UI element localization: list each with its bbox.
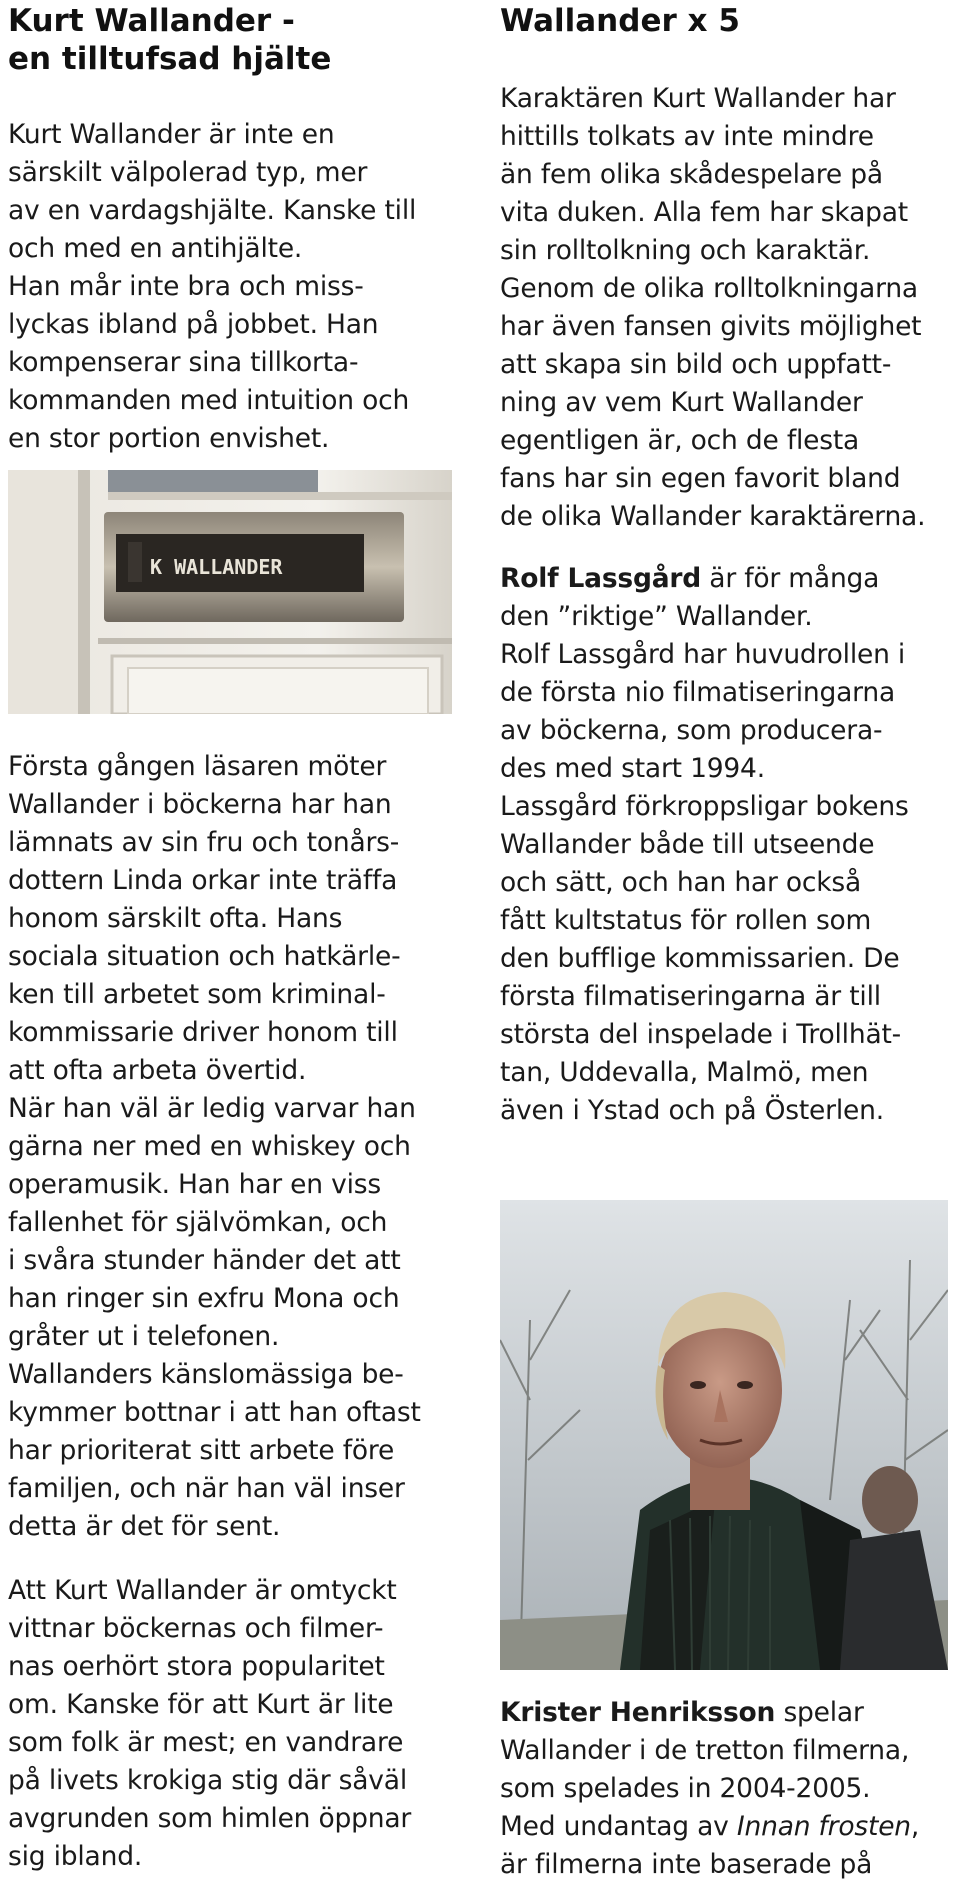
text-line: att ofta arbeta övertid. — [8, 1055, 307, 1086]
text-line: egentligen är, och de flesta — [500, 425, 860, 456]
right-column-lower — [500, 1694, 952, 1884]
text-line: ning av vem Kurt Wallander — [500, 387, 863, 418]
text-line: Wallander i de tretton filmerna, — [500, 1735, 910, 1766]
lassgard-paragraph — [500, 560, 952, 1130]
henriksson-name: Krister Henriksson — [500, 1697, 776, 1728]
text-line: vita duken. Alla fem har skapat — [500, 197, 908, 228]
text-line: på livets krokiga stig där såväl — [8, 1765, 407, 1796]
text-line: fått kultstatus för rollen som — [500, 905, 872, 936]
text-line: Karaktären Kurt Wallander har — [500, 83, 896, 114]
text-line: kymmer bottnar i att han oftast — [8, 1397, 421, 1428]
text-line: i svåra stunder händer det att — [8, 1245, 401, 1276]
text-line: des med start 1994. — [500, 753, 765, 784]
text-line: de olika Wallander karaktärerna. — [500, 501, 926, 532]
text-line — [500, 560, 952, 598]
text-line: än fem olika skådespelare på — [500, 159, 883, 190]
actor-photo-svg — [500, 1200, 948, 1670]
text-line: Wallander i böckerna har han — [8, 789, 392, 820]
left-title-line1: Kurt Wallander - — [8, 3, 295, 39]
text-line: även i Ystad och på Österlen. — [500, 1095, 884, 1126]
text-line: fallenhet för självömkan, och — [8, 1207, 388, 1238]
text-line: Lassgård förkroppsligar bokens — [500, 791, 909, 822]
text-line: ken till arbetet som kriminal- — [8, 979, 386, 1010]
text-line: detta är det för sent. — [8, 1511, 281, 1542]
right-column — [500, 0, 952, 1130]
text-line: fans har sin egen favorit bland — [500, 463, 901, 494]
text-line: den bufflige kommissarien. De — [500, 943, 900, 974]
text-line: Första gången läsaren möter — [8, 751, 387, 782]
text-line: har prioriterat sitt arbete före — [8, 1435, 395, 1466]
text-line: nas oerhört stora popularitet — [8, 1651, 385, 1682]
text-line: som folk är mest; en vandrare — [8, 1727, 404, 1758]
text-line: dottern Linda orkar inte träffa — [8, 865, 398, 896]
text-line: en stor portion envishet. — [8, 423, 330, 454]
henriksson-line4-pre: Med undantag av — [500, 1811, 737, 1842]
text-line: att skapa sin bild och uppfatt- — [500, 349, 892, 380]
text-line: första filmatiseringarna är till — [500, 981, 881, 1012]
left-column — [8, 0, 463, 458]
left-column-lower — [8, 748, 463, 1876]
text-line: har även fansen givits möjlighet — [500, 311, 922, 342]
text-line: Rolf Lassgård har huvudrollen i — [500, 639, 906, 670]
text-line: Wallander både till utseende — [500, 829, 875, 860]
text-line: sociala situation och hatkärle- — [8, 941, 401, 972]
text-line: de första nio filmatiseringarna — [500, 677, 895, 708]
door-sign-text: K WALLANDER — [150, 555, 283, 579]
henriksson-first-rest: spelar — [775, 1697, 864, 1728]
text-line: familjen, och när han väl inser — [8, 1473, 405, 1504]
text-line: tan, Uddevalla, Malmö, men — [500, 1057, 869, 1088]
text-line: särskilt välpolerad typ, mer — [8, 157, 368, 188]
text-line: gråter ut i telefonen. — [8, 1321, 280, 1352]
film-title-innan-frosten: Innan frosten — [736, 1811, 911, 1842]
text-line: och med en antihjälte. — [8, 233, 303, 264]
door-photo-svg — [8, 470, 452, 714]
text-line: som spelades in 2004-2005. — [500, 1773, 871, 1804]
text-line: Han mår inte bra och miss- — [8, 271, 364, 302]
text-line: Kurt Wallander är inte en — [8, 119, 335, 150]
text-line: hittills tolkats av inte mindre — [500, 121, 874, 152]
text-line: avgrunden som himlen öppnar — [8, 1803, 412, 1834]
text-line: är filmerna inte baserade på — [500, 1849, 873, 1880]
text-line: och sätt, och han har också — [500, 867, 862, 898]
text-line — [500, 1694, 952, 1732]
left-title-line2: en tilltufsad hjälte — [8, 41, 332, 77]
text-line: största del inspelade i Trollhät- — [500, 1019, 902, 1050]
left-closing-paragraph — [8, 1572, 463, 1876]
text-line: lämnats av sin fru och tonårs- — [8, 827, 400, 858]
text-line: sig ibland. — [8, 1841, 143, 1872]
text-line: om. Kanske för att Kurt är lite — [8, 1689, 394, 1720]
text-line: Genom de olika rolltolkningarna — [500, 273, 918, 304]
text-line: operamusik. Han har en viss — [8, 1169, 381, 1200]
text-line: kompenserar sina tillkorta- — [8, 347, 359, 378]
text-line: gärna ner med en whiskey och — [8, 1131, 411, 1162]
text-line: honom särskilt ofta. Hans — [8, 903, 343, 934]
text-line: Att Kurt Wallander är omtyckt — [8, 1575, 397, 1606]
text-line: Wallanders känslomässiga be- — [8, 1359, 404, 1390]
text-line: vittnar böckernas och filmer- — [8, 1613, 384, 1644]
text-line: av en vardagshjälte. Kanske till — [8, 195, 417, 226]
text-line — [500, 1808, 952, 1846]
left-intro-paragraph — [8, 116, 463, 458]
henriksson-line4-post: , — [910, 1811, 920, 1842]
text-line: av böckerna, som producera- — [500, 715, 883, 746]
left-title — [8, 0, 463, 78]
right-title: Wallander x 5 — [500, 3, 740, 39]
text-line: kommissarie driver honom till — [8, 1017, 398, 1048]
lassgard-name: Rolf Lassgård — [500, 563, 702, 594]
text-line: den ”riktige” Wallander. — [500, 601, 813, 632]
door-nameplate-photo — [8, 470, 452, 714]
left-body-paragraph — [8, 748, 463, 1546]
right-intro-paragraph — [500, 80, 952, 536]
text-line: När han väl är ledig varvar han — [8, 1093, 416, 1124]
henriksson-paragraph — [500, 1694, 952, 1884]
text-line: lyckas ibland på jobbet. Han — [8, 309, 379, 340]
text-line: han ringer sin exfru Mona och — [8, 1283, 400, 1314]
text-line: kommanden med intuition och — [8, 385, 410, 416]
actor-photo — [500, 1200, 948, 1670]
lassgard-first-rest: är för många — [701, 563, 880, 594]
text-line: sin rolltolkning och karaktär. — [500, 235, 871, 266]
